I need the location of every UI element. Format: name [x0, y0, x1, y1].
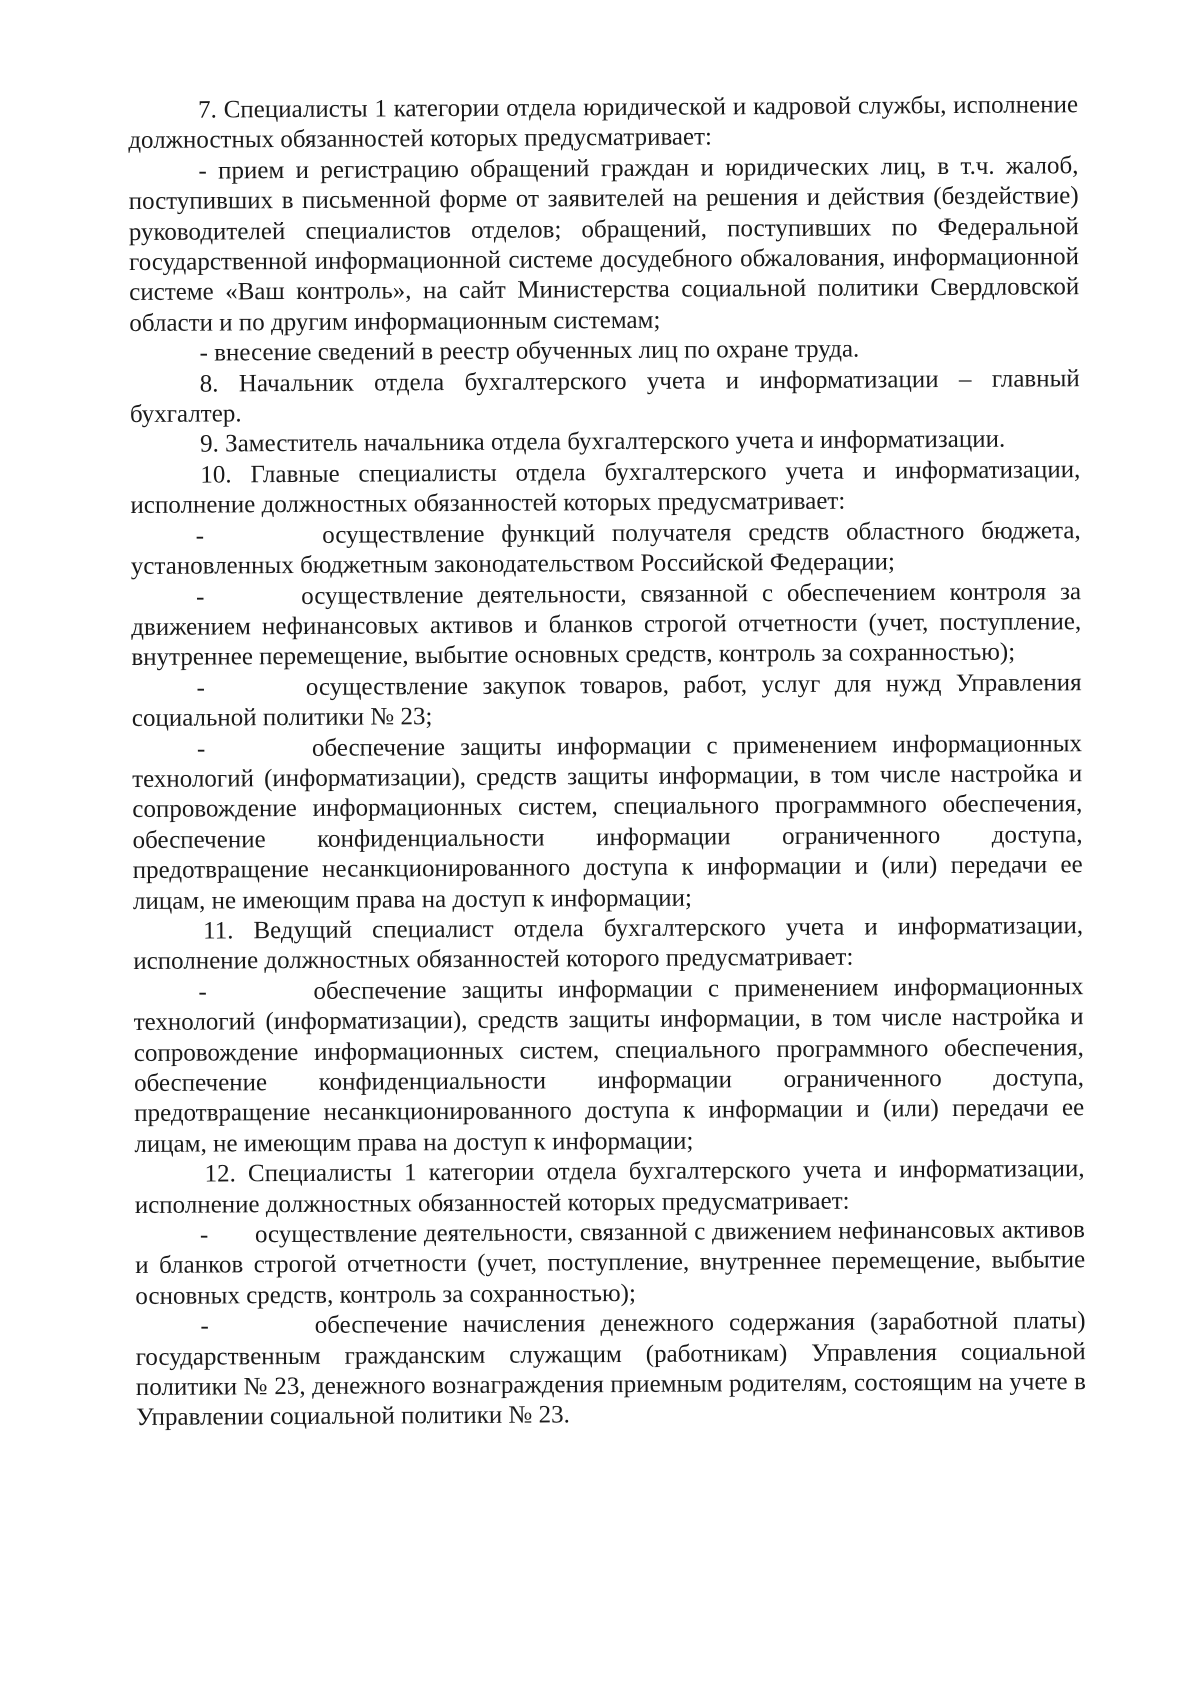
paragraph-7: 7. Специалисты 1 категории отдела юридической и кадровой службы, исполнение должностных обязанностей которых предусматривает:: [128, 91, 1079, 155]
paragraph-10-item-2: - осуществление деятельности, связанной с обеспечением контроля за движением нефинансовых активов и бланков строгой отчетности (учет, поступление, внутреннее перемещение, выбытие основных средств, контроль за сохранностью);: [131, 577, 1088, 672]
paragraph-12-item-1: - осуществление деятельности, связанной с движением нефинансовых активов и бланков строгой отчетности (учет, поступление, внутреннее перемещение, выбытие основных средств, контроль за сохранностью);: [135, 1216, 1092, 1310]
paragraph-10: 10. Главные специалисты отдела бухгалтерского учета и информатизации, исполнение должностных обязанностей которых предусматривает:: [130, 456, 1081, 520]
paragraph-12-item-2: - обеспечение начисления денежного содержания (заработной платы) государственным гражданским служащим (работникам) Управления социальной политики № 23, денежного вознаграждения приемным родителям, состоящим на учете в Управлении социальной политики № 23.: [135, 1307, 1093, 1432]
paragraph-8: 8. Начальник отдела бухгалтерского учета и информатизации – главный бухгалтер.: [129, 364, 1080, 429]
paragraph-9: 9. Заместитель начальника отдела бухгалтерского учета и информатизации.: [200, 426, 1006, 459]
paragraph-7-item-1: - прием и регистрацию обращений граждан и юридических лиц, в т.ч. жалоб, поступивших в письменной форме от заявителей на решения и действия (бездействие) руководителей специалистов отделов; обращений, поступивших по Федеральной государственной информационной системе досудебного обжалования, информационной системе «Ваш контроль», на сайт Министерства социальной политики Свердловской области и по другим информационным системам;: [128, 152, 1080, 337]
paragraph-10-item-4: - обеспечение защиты информации с применением информационных технологий (информатизации), средств защиты информации, в том числе настройка и сопровождение информационных систем, специального программного обеспечения, обеспечение конфиденциальности информации ограниченного доступа, предотвращение несанкционированного доступа к информации и (или) передачи ее лицам, не имеющим права на доступ к информации;: [132, 729, 1090, 915]
paragraph-11: 11. Ведущий специалист отдела бухгалтерского учета и информатизации, исполнение должностных обязанностей которого предусматривает:: [133, 912, 1084, 976]
paragraph-10-item-3: - осуществление закупок товаров, работ, услуг для нужд Управления социальной политики № 23;: [131, 668, 1088, 733]
paragraph-7-item-2: - внесение сведений в реестр обученных лиц по охране труда.: [199, 335, 860, 367]
paragraph-10-item-1: - осуществление функций получателя средств областного бюджета, установленных бюджетным законодательством Российской Федерации;: [130, 516, 1088, 581]
paragraph-11-item-1: - обеспечение защиты информации с применением информационных технологий (информатизации), средств защиты информации, в том числе настройка и сопровождение информационных систем, специального программного обеспечения, обеспечение конфиденциальности информации ограниченного доступа, предотвращение несанкционированного доступа к информации и (или) передачи ее лицам, не имеющим права на доступ к информации;: [133, 972, 1091, 1158]
document-body: [128, 90, 1093, 1434]
paragraph-12: 12. Специалисты 1 категории отдела бухгалтерского учета и информатизации, исполнение должностных обязанностей которых предусматривает:: [134, 1155, 1085, 1219]
